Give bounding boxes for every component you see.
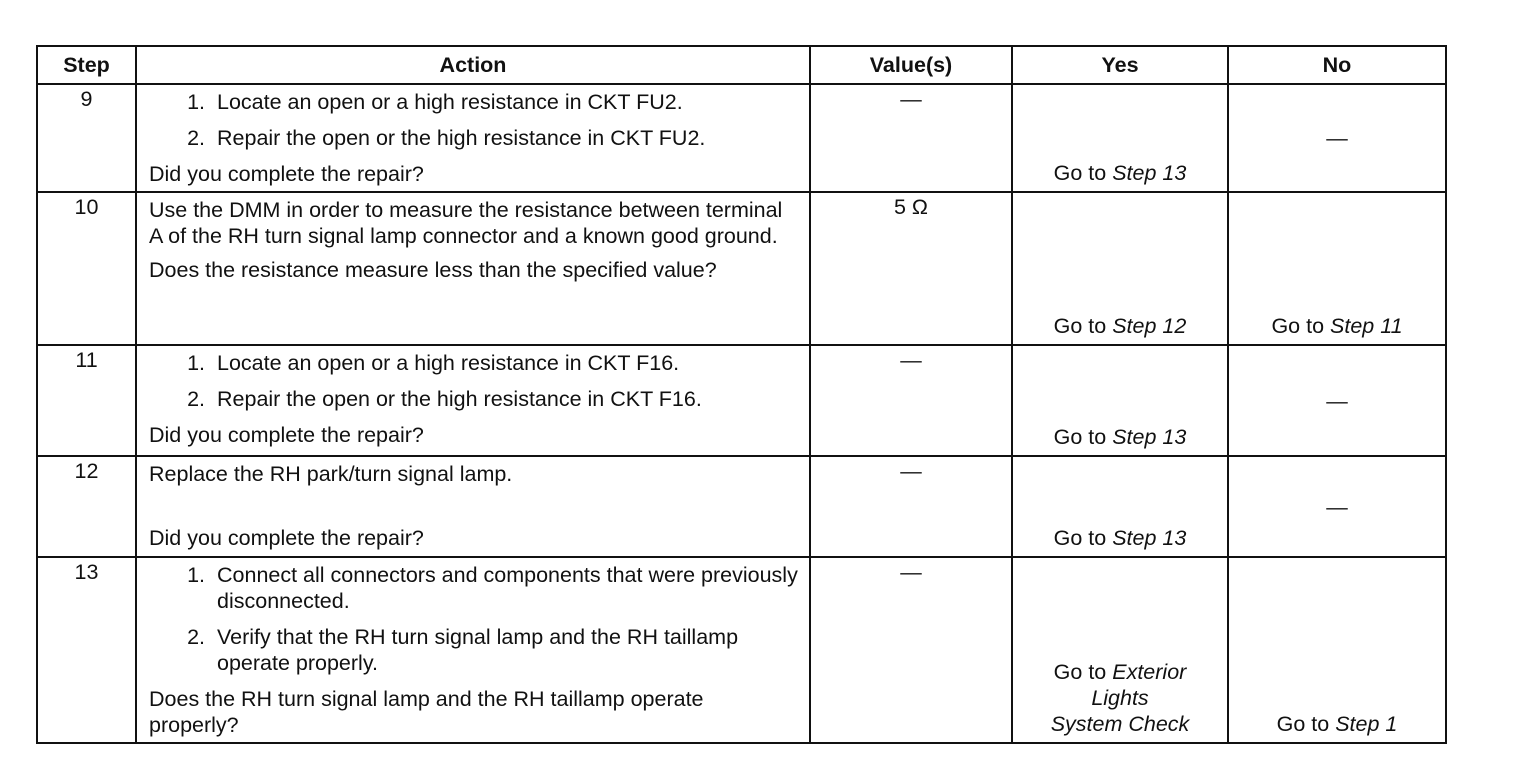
no-cell: —: [1228, 456, 1446, 557]
no-cell: —: [1228, 345, 1446, 456]
table-row: [37, 84, 1446, 192]
step-number: 11: [37, 345, 136, 456]
step-number: 9: [37, 84, 136, 192]
action-cell: [136, 557, 810, 743]
list-item: 1. Connect all connectors and components that were previously disconnected.: [187, 563, 798, 613]
yes-link-line[interactable]: System Check: [1050, 712, 1190, 736]
question-text: Did you complete the repair?: [149, 423, 424, 447]
header-action: Action: [136, 46, 810, 84]
step-number: 10: [37, 192, 136, 345]
no-link[interactable]: Step 1: [1335, 712, 1398, 736]
header-no: No: [1228, 46, 1446, 84]
header-values: Value(s): [810, 46, 1012, 84]
value-cell: 5 Ω: [810, 192, 1012, 345]
action-cell: [136, 84, 810, 192]
question-text: Does the RH turn signal lamp and the RH taillamp operate properly?: [149, 687, 704, 737]
no-link[interactable]: Step 11: [1330, 314, 1403, 338]
list-item: 1. Locate an open or a high resistance in CKT F16.: [187, 351, 680, 375]
action-cell: [136, 456, 810, 557]
table-row: [37, 192, 1446, 345]
question-text: Did you complete the repair?: [149, 162, 424, 186]
list-item: 2. Repair the open or the high resistance in CKT FU2.: [187, 126, 706, 150]
list-item: 2. Repair the open or the high resistance in CKT F16.: [187, 387, 702, 411]
yes-cell: Go to Step 13: [1012, 84, 1228, 192]
question-text: Does the resistance measure less than the specified value?: [149, 258, 717, 282]
yes-link-line[interactable]: Exterior: [1112, 660, 1187, 684]
question-text: Did you complete the repair?: [149, 526, 424, 550]
table-row: [37, 345, 1446, 456]
yes-link[interactable]: Step 13: [1112, 425, 1187, 449]
action-text: Replace the RH park/turn signal lamp.: [149, 462, 513, 486]
list-item: 1. Locate an open or a high resistance in CKT FU2.: [187, 90, 683, 114]
step-number: 13: [37, 557, 136, 743]
step-number: 12: [37, 456, 136, 557]
header-yes: Yes: [1012, 46, 1228, 84]
yes-cell: Go to Step 13: [1012, 456, 1228, 557]
yes-link[interactable]: Step 13: [1112, 161, 1187, 185]
value-cell: —: [810, 557, 1012, 743]
value-cell: —: [810, 345, 1012, 456]
yes-cell: Go to Step 13: [1012, 345, 1228, 456]
no-cell: —: [1228, 84, 1446, 192]
yes-link-line[interactable]: Lights: [1091, 686, 1149, 710]
table-row: [37, 557, 1446, 743]
action-text: Use the DMM in order to measure the resistance between terminal A of the RH turn signal lamp connector and a known good ground.: [149, 198, 783, 248]
header-step: Step: [37, 46, 136, 84]
yes-cell: Go to Step 12: [1012, 192, 1228, 345]
yes-link[interactable]: Step 13: [1112, 526, 1187, 550]
value-cell: —: [810, 456, 1012, 557]
yes-cell: Go to Exterior Lights System Check: [1012, 557, 1228, 743]
yes-link[interactable]: Step 12: [1112, 314, 1187, 338]
value-cell: —: [810, 84, 1012, 192]
action-cell: [136, 345, 810, 456]
table-header-row: [37, 46, 1446, 84]
no-cell: Go to Step 1: [1228, 557, 1446, 743]
diagnostic-table: [36, 45, 1447, 744]
list-item: 2. Verify that the RH turn signal lamp and the RH taillamp operate properly.: [187, 625, 739, 675]
table-row: [37, 456, 1446, 557]
no-cell: Go to Step 11: [1228, 192, 1446, 345]
action-cell: [136, 192, 810, 345]
